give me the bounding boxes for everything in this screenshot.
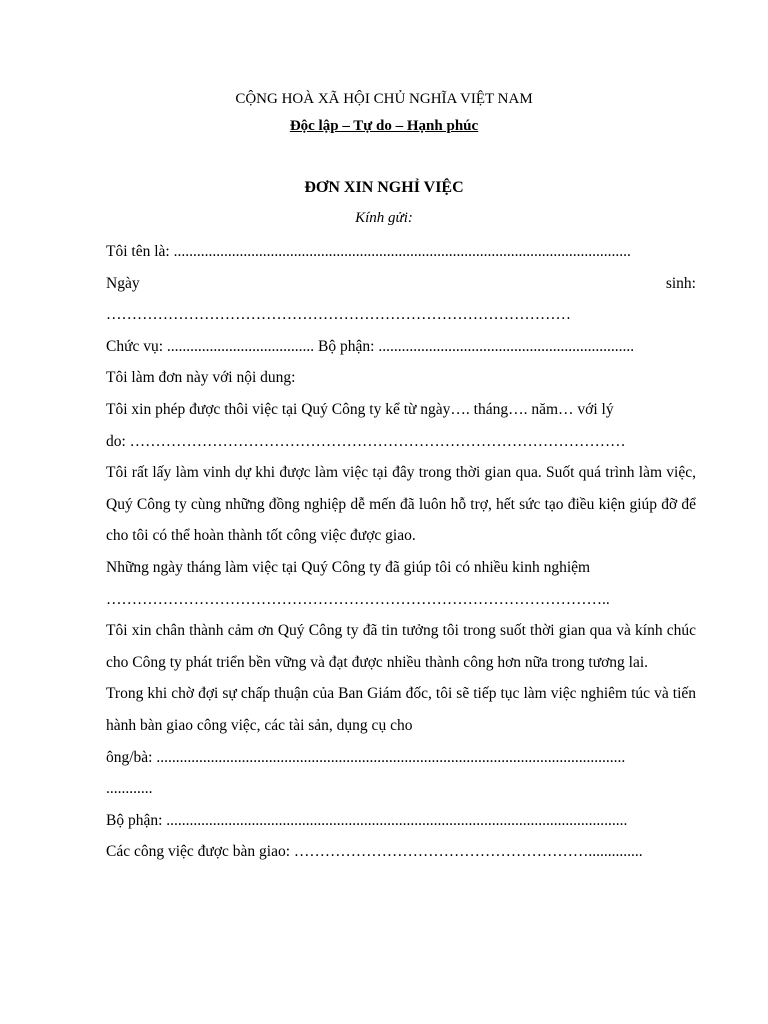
dob-right-label: sinh:: [665, 274, 696, 292]
experience-line-2: ……………………………………………………………………………………..: [106, 590, 610, 608]
resign-line-2: do: ……………………………………………………………………………………: [106, 432, 626, 450]
dob-left-label: Ngày: [106, 274, 140, 292]
name-line: Tôi tên là: ......................................................................................................................: [106, 243, 631, 260]
honor-paragraph: Tôi rất lấy làm vinh dự khi được làm việc tại đây trong thời gian qua. Suốt quá trình làm việc, Quý Công ty cùng những đồng nghiệp dễ mến đã luôn hỗ trợ, hết sức tạo điều kiện giúp đỡ để cho tôi có thể hoàn thành tốt công việc được giao.: [106, 464, 696, 545]
tasks-line: Các công việc được bàn giao: …………………………………………………..............: [106, 843, 643, 861]
experience-line-1: Những ngày tháng làm việc tại Quý Công ty đã giúp tôi có nhiều kinh nghiệm: [106, 558, 591, 576]
handover-dots: ............: [106, 780, 153, 798]
country-header: CỘNG HOÀ XÃ HỘI CHỦ NGHĨA VIỆT NAM: [235, 91, 533, 107]
content-intro: Tôi làm đơn này với nội dung:: [106, 369, 296, 387]
thanks-paragraph: Tôi xin chân thành cảm ơn Quý Công ty đã tin tưởng tôi trong suốt thời gian qua và kính chúc cho Công ty phát triển bền vững và đạt được nhiều thành công hơn nữa trong tương lai.: [106, 622, 696, 671]
resign-line-1: Tôi xin phép được thôi việc tại Quý Công ty kể từ ngày…. tháng…. năm… với lý: [106, 400, 614, 418]
dob-line: [106, 268, 696, 300]
department-line: Bộ phận: .......................................................................................................................: [106, 811, 628, 829]
handover-paragraph: Trong khi chờ đợi sự chấp thuận của Ban Giám đốc, tôi sẽ tiếp tục làm việc nghiêm túc và tiến hành bàn giao công việc, các tài sản, dụng cụ cho: [106, 685, 696, 734]
dob-dots: ………………………………………………………………………………: [106, 306, 571, 324]
motto-header: Độc lập – Tự do – Hạnh phúc: [289, 118, 479, 134]
handover-person-line: ông/bà: .........................................................................................................................: [106, 748, 626, 766]
salutation: Kính gửi:: [355, 210, 413, 226]
form-title: ĐƠN XIN NGHỈ VIỆC: [304, 179, 464, 196]
position-line: Chức vụ: ...................................... Bộ phận: ..................................................................: [106, 337, 635, 355]
form-body: [106, 236, 696, 868]
